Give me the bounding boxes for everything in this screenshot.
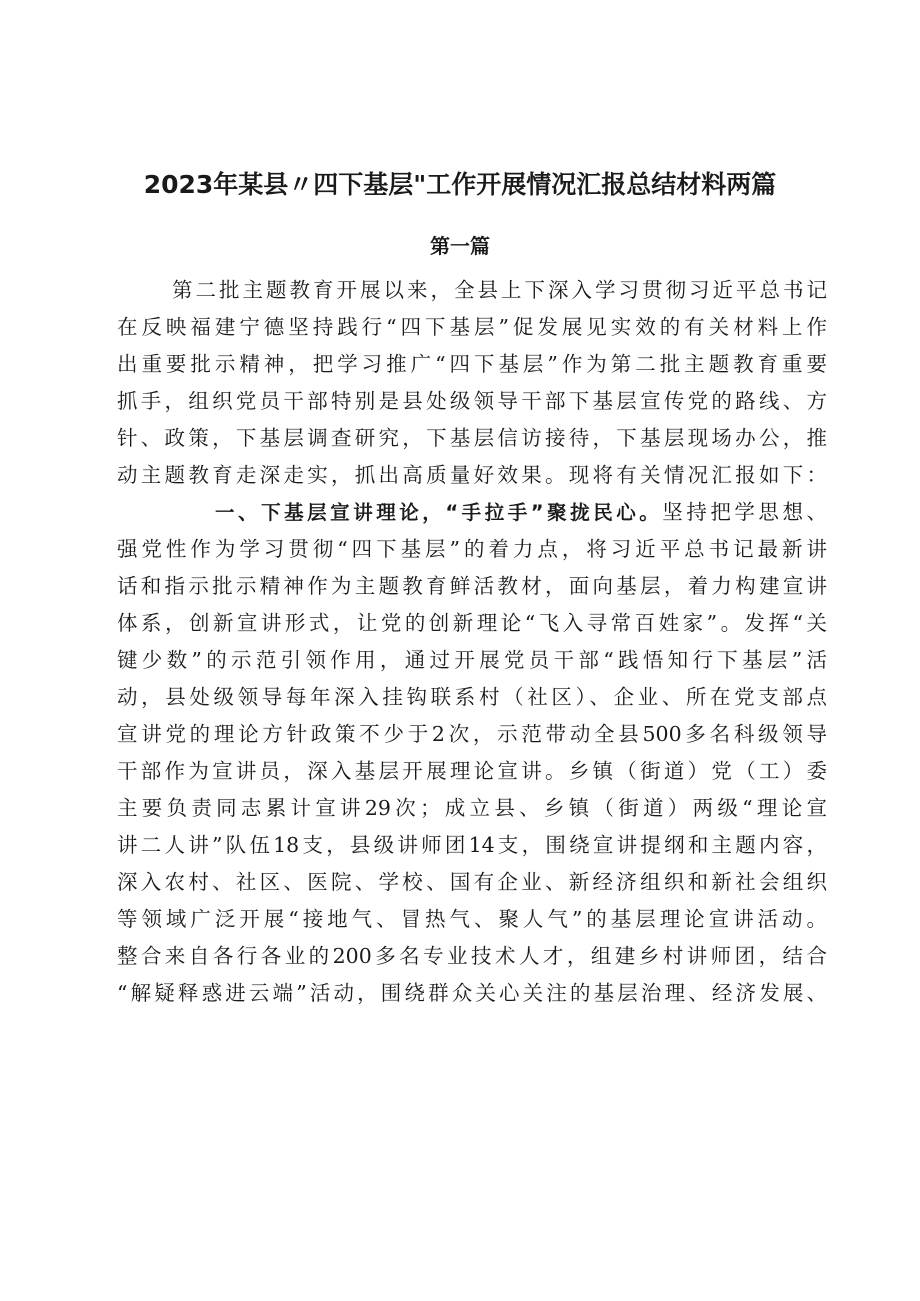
- section-heading: 第一篇: [430, 234, 490, 258]
- paragraph-line: 针、政策，下基层调查研究，下基层信访接待，下基层现场办公，推: [117, 426, 827, 450]
- paragraph-line: 出重要批示精神，把学习推广“四下基层”作为第二批主题教育重要: [117, 352, 827, 376]
- paragraph-line: 体系，创新宣讲形式，让党的创新理论“飞入寻常百姓家”。发挥“关: [117, 611, 827, 635]
- paragraph-line: 主要负责同志累计宣讲29次；成立县、乡镇（街道）两级“理论宣: [117, 796, 827, 820]
- paragraph-line: 动，县处级领导每年深入挂钩联系村（社区）、企业、所在党支部点: [117, 685, 827, 709]
- document-title: 2023年某县〃四下基层"工作开展情况汇报总结材料两篇: [143, 170, 777, 199]
- paragraph-line: 宣讲党的理论方针政策不少于2次，示范带动全县500多名科级领导: [117, 722, 827, 746]
- subsection-heading: 一、下基层宣讲理论，“手拉手”聚拢民心。: [215, 501, 663, 524]
- paragraph-line: 键少数”的示范引领作用，通过开展党员干部“践悟知行下基层”活: [117, 648, 827, 672]
- document-body: [117, 272, 827, 1012]
- paragraph-line: 在反映福建宁德坚持践行“四下基层”促发展见实效的有关材料上作: [117, 315, 827, 339]
- paragraph-line: 话和指示批示精神作为主题教育鲜活教材，面向基层，着力构建宣讲: [117, 574, 827, 598]
- paragraph-line: 整合来自各行各业的200多名专业技术人才，组建乡村讲师团，结合: [117, 944, 827, 968]
- paragraph-line: 深入农村、社区、医院、学校、国有企业、新经济组织和新社会组织: [117, 870, 827, 894]
- paragraph-line: 抓手，组织党员干部特别是县处级领导干部下基层宣传党的路线、方: [117, 389, 827, 413]
- paragraph-line: 强党性作为学习贯彻“四下基层”的着力点，将习近平总书记最新讲: [117, 537, 827, 561]
- paragraph-line: 讲二人讲”队伍18支，县级讲师团14支，围绕宣讲提纲和主题内容，: [117, 833, 827, 857]
- paragraph-line: 等领域广泛开展“接地气、冒热气、聚人气”的基层理论宣讲活动。: [117, 907, 827, 931]
- paragraph-line: [117, 494, 827, 531]
- paragraph-line: 第二批主题教育开展以来，全县上下深入学习贯彻习近平总书记: [172, 278, 827, 302]
- paragraph-line: “解疑释惑进云端”活动，围绕群众关心关注的基层治理、经济发展、: [117, 981, 827, 1005]
- paragraph-line: 干部作为宣讲员，深入基层开展理论宣讲。乡镇（街道）党（工）委: [117, 759, 827, 783]
- paragraph-text: 坚持把学思想、: [662, 500, 827, 524]
- paragraph-line: 动主题教育走深走实，抓出高质量好效果。现将有关情况汇报如下：: [117, 463, 827, 487]
